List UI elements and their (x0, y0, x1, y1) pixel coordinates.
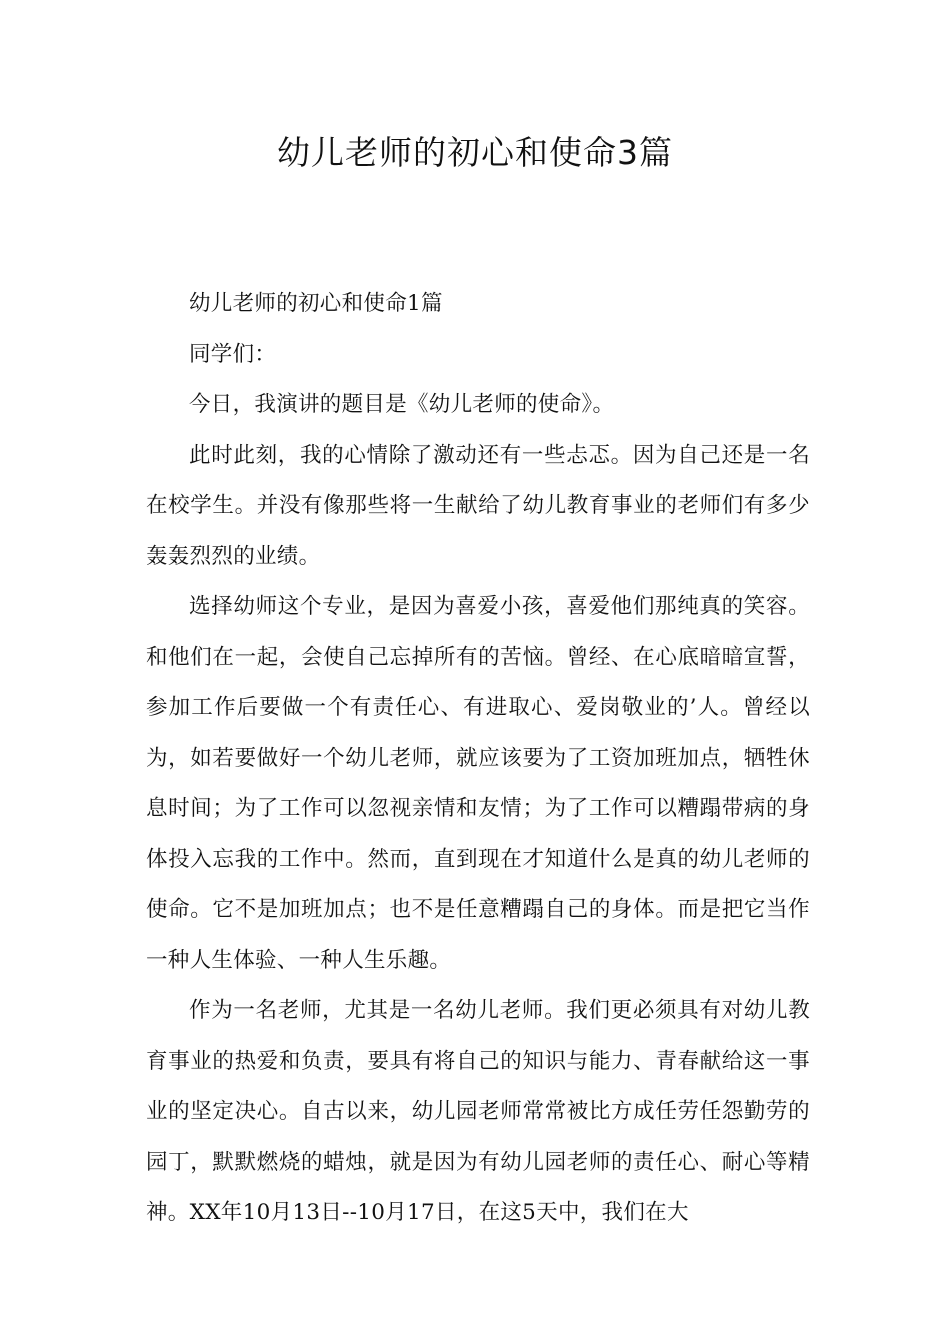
paragraph-salutation: 同学们： (189, 341, 277, 367)
document-body (146, 279, 810, 1239)
document-title: 幼儿老师的初心和使命3篇 (277, 133, 673, 172)
paragraph-topic: 今日，我演讲的题目是《幼儿老师的使命》。 (189, 392, 615, 417)
paragraph-subtitle: 幼儿老师的初心和使命1篇 (189, 291, 443, 316)
paragraph-responsibility: 作为一名老师，尤其是一名幼儿老师。我们更必须具有对幼儿教育事业的热爱和负责，要具有将自己的知识与能力、青春献给这一事业的坚定决心。自古以来，幼儿园老师常常被比方成任劳任怨勤劳的园丁，默默燃烧的蜡烛，就是因为有幼儿园老师的责任心、耐心等精神。XX年10月13日--10月17日，在这5天中，我们在大 (146, 998, 810, 1225)
paragraph-choice: 选择幼师这个专业，是因为喜爱小孩，喜爱他们那纯真的笑容。和他们在一起，会使自己忘掉所有的苦恼。曾经、在心底暗暗宣誓，参加工作后要做一个有责任心、有进取心、爱岗敬业的’人。曾经以为，如若要做好一个幼儿老师，就应该要为了工资加班加点，牺牲休息时间；为了工作可以忽视亲情和友情；为了工作可以糟蹋带病的身体投入忘我的工作中。然而，直到现在才知道什么是真的幼儿老师的使命。它不是加班加点；也不是任意糟蹋自己的身体。而是把它当作一种人生体验、一种人生乐趣。 (146, 594, 810, 973)
paragraph-feelings: 此时此刻，我的心情除了激动还有一些忐忑。因为自己还是一名在校学生。并没有像那些将一生献给了幼儿教育事业的老师们有多少轰轰烈烈的业绩。 (146, 442, 810, 569)
